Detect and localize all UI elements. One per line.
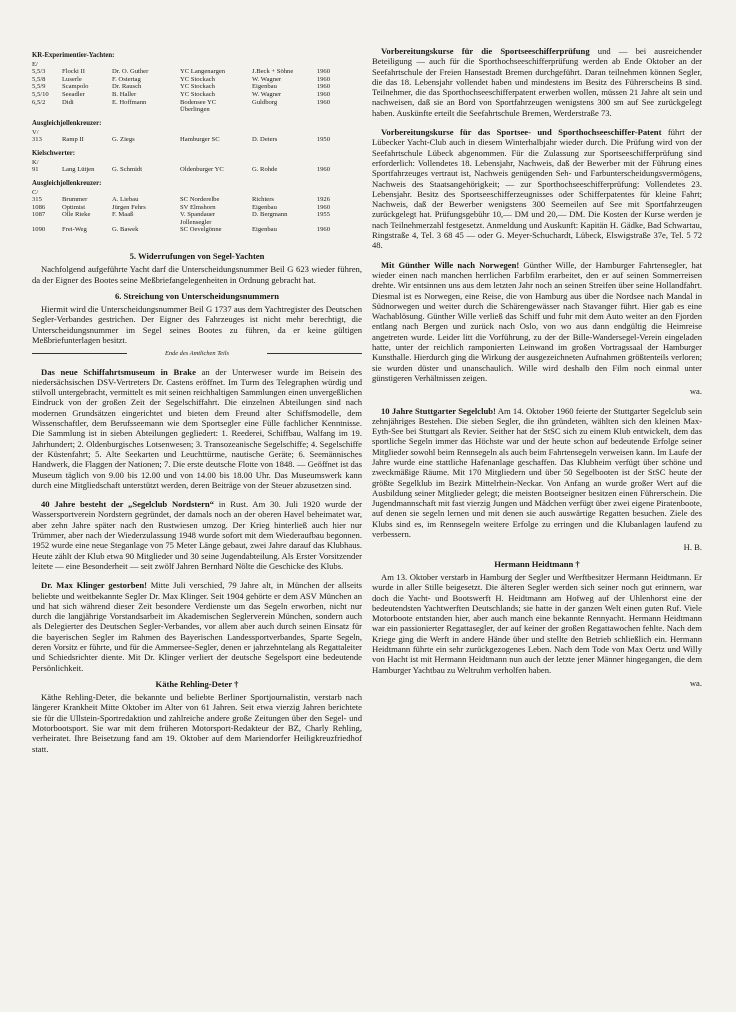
registry-cell-num: 5,5/8	[32, 75, 46, 83]
section-6-heading: 6. Streichung von Unterscheidungsnummern	[114, 290, 280, 301]
bremen-lead: Vorbereitungskurse für die Sportseeschifferprüfung	[381, 46, 590, 56]
registry-cell-num	[32, 106, 62, 114]
registry-cell-num: 315	[32, 195, 42, 203]
nordstern-article	[32, 499, 362, 571]
museum-body: an der Unterweser wurde im Beisein des niedersächsischen DSV-Vertreters Dr. Castens eröffnet. Im Turm des Telegraphen würdig und stilvoll untergebracht, vermittelt es mit seinen reichhaltigen Sammlungen einen unvergeßlichen Eindruck von der großen Zeit der Segelschiffahrt. Die einzelnen Abteilungen sind nach modernen Grundsätzen eingerichtet und bieten dem Freund alter Schiffsmodelle, dem Wissenschaftler, dem Berufsseemann wie dem Sportsegler eine Fülle fachlicher Kenntnisse. Die Sammlung ist in sieben Abteilungen gegliedert: 1. Reederei, Schiffbau, Walfang im 19. Jahrhundert; 2. Oldenburgisches Lotsenwesen; 3. Transozeanische Segelschiffe; 4. Segelschiffe der Küstenfahrt; 5. Alte Seekarten und Leuchttürme, nautische Geräte; 6. Seemännisches Handwerk, die Flaggen der Nationen; 7. Die erste deutsche Flotte von 1848. — Geöffnet ist das Museum täglich von 9.00 bis 12.00 und von 14.00 bis 18.00 Uhr. Das Museumswerk kann durch eine Mitgliedschaft unterstützt werden, deren Beiträge von der Steuer abzusetzen sind.	[32, 366, 362, 490]
registry-cell-num	[32, 219, 62, 227]
registry-cell-name: Didi	[62, 98, 74, 106]
registry-cell-year: 1960	[316, 226, 330, 234]
registry-cell-year: 1960	[316, 166, 330, 174]
registry-cell-yard: D. Deters	[252, 136, 278, 144]
wille-signature: wa.	[689, 386, 702, 397]
registry-cell-name: Optimist	[62, 203, 86, 211]
registry-cell-club: YC Langenargen	[180, 68, 226, 76]
left-column	[32, 46, 362, 757]
wille-article	[372, 260, 702, 384]
registry-cell-name: Brummer	[62, 195, 88, 203]
registry-cell-club: Oldenburger YC	[180, 166, 224, 174]
museum-article	[32, 367, 362, 491]
registry-cell-owner: G. Ziegs	[112, 136, 135, 144]
section-6-text: Hiermit wird die Unterscheidungsnummer Beil G 1737 aus dem Yachtregister des Deutschen Segler-Verbandes gestrichen. Der Eigner des Fahrzeuges ist nicht mehr berechtigt, die Unterscheidungsnummer im Segel seines Bootes zu führen, da er keine gültigen Meßbriefunterlagen besitzt.	[32, 304, 362, 345]
stuttgart-article	[372, 406, 702, 540]
registry-row	[32, 196, 362, 204]
registry-cell-name: Ramp II	[62, 136, 84, 144]
luebeck-article	[372, 127, 702, 251]
registry-rows-4	[32, 196, 362, 234]
registry-row	[32, 106, 362, 114]
registry-cell-yard	[252, 219, 308, 227]
registry-cell-owner: Dr. O. Guther	[112, 68, 149, 76]
registry-cell-num: 5,5/10	[32, 91, 49, 99]
registry-sub-4: C/	[32, 188, 39, 196]
registry-rows-2	[32, 136, 362, 144]
museum-lead: Das neue Schiffahrtsmuseum in Brake	[41, 366, 196, 377]
rehling-title: Käthe Rehling-Deter †	[155, 678, 239, 689]
registry-cell-num: 91	[32, 166, 39, 174]
registry-cell-yard	[252, 106, 308, 114]
registry-cell-name: Luserle	[62, 75, 82, 83]
registry-cell-owner: G. Schmidt	[112, 166, 143, 174]
registry-cell-name	[62, 106, 112, 114]
registry-cell-year: 1960	[316, 75, 330, 83]
registry-cell-club: Bodensee YC	[180, 98, 217, 106]
registry-cell-name: Flocki II	[62, 68, 85, 76]
bremen-article	[372, 46, 702, 118]
registry-rows-3	[32, 166, 362, 174]
registry-cell-name	[62, 219, 112, 227]
registry-cell-club: SC Norderelbe	[180, 195, 220, 203]
registry-cell-club: SV Elmshorn	[180, 203, 216, 211]
registry-cell-year: 1926	[316, 195, 330, 203]
registry-row	[32, 219, 362, 227]
registry-cell-name: Scampolo	[62, 83, 89, 91]
registry-cell-year: 1960	[316, 203, 330, 211]
heidtmann-title: Hermann Heidtmann †	[494, 558, 580, 569]
registry-cell-name: Lang Lütjen	[62, 166, 95, 174]
klinger-article	[32, 580, 362, 673]
section-5-text: Nachfolgend aufgeführte Yacht darf die Unterscheidungsnummer Beil G 623 wieder führen, da der Eigner des Bootes seine Meßbriefangelegenheiten in Ordnung gebracht hat.	[32, 264, 362, 285]
registry-cell-yard: Eigenbau	[252, 226, 277, 234]
registry-cell-year: 1960	[316, 83, 330, 91]
registry-cell-year	[308, 106, 330, 114]
registry-row	[32, 99, 362, 107]
stuttgart-signature: H. B.	[683, 542, 702, 553]
registry-cell-owner: Dr. Rausch	[112, 83, 142, 91]
registry-cell-year	[308, 219, 330, 227]
registry-cell-yard: D. Bergmann	[252, 211, 288, 219]
registry-sub: E/	[32, 61, 38, 69]
registry-cell-yard: Eigenbau	[252, 203, 277, 211]
luebeck-lead: Vorbereitungskurse für das Sportsee- und Sporthochseeschiffer-Patent	[381, 127, 662, 138]
right-column	[372, 46, 702, 691]
registry-cell-owner: E. Hoffmann	[112, 98, 147, 106]
registry-header-4: Ausgleichjollenkreuzer:	[32, 179, 102, 187]
registry-cell-club: Überlingen	[180, 106, 210, 114]
registry-row	[32, 136, 362, 144]
klinger-body: Mitte Juli verschied, 79 Jahre alt, in München der allseits beliebte und weitbekannte Segler Dr. Max Klinger. Seit 1904 gehörte er dem ASV München an und hat sich während dieser Zeit besondere Verdienste um das Segeln erworben, nicht nur durch die langjährige Vorstandsarbeit im Akademischen Seglerverein München, sondern auch als Delegierter des Deutschen Segler-Verbandes, vor allem aber auch durch seinen Einsatz für die bayerischen Segler im Rahmen des Bayerischen Landessportverbandes, Sparte Segeln, deren Vorsitz er führte, und für die Ammersee-Segler, denen er jahrzehntelang als Regattaleiter und Schiedsrichter diente. Mit Dr. Klinger verliert der deutsche Segelsport eine bedeutende Persönlichkeit.	[32, 580, 363, 673]
registry-cell-owner: G. Bawek	[112, 226, 139, 234]
registry-cell-num: 1087	[32, 211, 46, 219]
nordstern-lead: 40 Jahre besteht der „Segelclub Nordstern“	[41, 499, 214, 510]
registry-row	[32, 166, 362, 174]
registry-cell-owner: F. Maaß	[112, 211, 134, 219]
registry-cell-owner: Jürgen Fehrs	[112, 203, 146, 211]
registry-cell-num: 6,5/2	[32, 98, 46, 106]
registry-cell-club: V. Spandauer	[180, 211, 216, 219]
section-5-heading: 5. Widerrufungen von Segel-Yachten	[129, 250, 265, 261]
klinger-lead: Dr. Max Klinger gestorben!	[41, 580, 147, 591]
registry-row	[32, 211, 362, 219]
registry-cell-num: 5,5/3	[32, 68, 46, 76]
registry-header-2: Ausgleichjollenkreuzer:	[32, 119, 102, 127]
registry-cell-yard: J.Beck + Söhne	[252, 68, 294, 76]
registry-cell-year: 1960	[316, 68, 330, 76]
stuttgart-lead: 10 Jahre Stuttgarter Segelclub!	[381, 405, 496, 416]
registry-cell-year: 1950	[316, 136, 330, 144]
stuttgart-body: Am 14. Oktober 1960 feierte der Stuttgarter Segelclub sein zehnjähriges Bestehen. Die sieben Segler, die ihn gründeten, wählten sich den kleinen Max-Eyth-See bei Stuttgart als Revier. Seither hat der StSC sich zu einem Klub entwickelt, dem das sportliche Segeln immer das Höchste war und der heute schon auf bedeutende Erfolge seiner Mitglieder sowohl beim Rennsegeln als auch beim Fahrtensegeln verweisen kann. Im Laufe der Jahre wurde eine stattliche Hafenanlage geschaffen. Das Klubheim verfügt über schöne und zweckmäßige Räume. Mit 170 Mitgliedern und über 50 Segelbooten ist der StSC heute der größte Segelklub im Bezirk Mittelrhein-Neckar. Von Anfang an wurde großer Wert auf die Ausbildung seiner Mitglieder gelegt; die meisten Bootseigner besitzen einen Führerschein. Die Jugendmannschaft mit fast vierzig Jungen und Mädchen verfügt über zwei eigene Piratenboote, auf denen sie segeln lernen und mit denen sie auch auswärtige Regatten besuchen. Ziele des Klubs sind es, im Rennsegeln weitere Erfolge zu erringen und die Klubanlagen laufend zu verbessern.	[372, 405, 702, 540]
registry-cell-owner: A. Liebau	[112, 195, 139, 203]
wille-body: Günther Wille, der Hamburger Fahrtensegler, hat wieder einen nach manchen herrlichen Farbfilm erarbeitet, den er auf seinen Sommerreisen drehte. Wir entsinnen uns aus dem letzten Jahr noch an seinen Streifen über seine Hollandfahrt. Diesmal ist es Norwegen, eine Reise, die von Hamburg aus über die Nordsee nach Mandal in Südnorwegen und weiter durch die Schärengewässer nach Stavanger führt. Hier gab es eine Wachablösung. Günther Wille verließ das Schiff und fuhr mit dem Auto weiter an den Fjorden entlang nach Bergen und zurück nach Oslo, von wo aus dann endgültig die Heimreise angetreten wurde. Leider litt die Vorführung, zu der der Bille-Wandersegel-Verein eingeladen hatte, unter der reichlich ramponierten Leinwand im großen Vortragssaal der Hamburger Kunsthalle. Hierdurch ging die Wirkung der ausgezeichneten Aufnahmen größtenteils verloren; sie wurden düster und unanschaulich. Wille wird deshalb den Film noch einmal unter günstigeren Verhältnissen zeigen.	[372, 259, 702, 383]
bremen-body: und — bei ausreichender Beteiligung — auch für die Sporthochseeschifferprüfung werden ab Ende Oktober an der Seefahrtschule der Freien Hansestadt Bremen durchgeführt. Daran teilnehmen können Segler, die das 18. Lebensjahr vollendet haben und mindestens im Besitz des Führerscheins B sind. Teilnehmer, die das Sporthochseeschifferpatent erwerben wollen, müssen 21 Jahre alt sein und nachweisen, daß sie an Bord von Sportfahrzeugen wenigstens 300 sm auf See zurückgelegt haben. Auskünfte erteilt die Seefahrtschule Bremen, Werderstraße 73.	[372, 46, 703, 118]
registry-cell-name: Seeadler	[62, 91, 85, 99]
registry-cell-name: Olle Rieke	[62, 211, 91, 219]
registry-cell-yard: W. Wagner	[252, 75, 282, 83]
luebeck-body: führt der Lübecker Yacht-Club auch in diesem Winterhalbjahr wieder durch. Die Prüfung wird von der Seefahrtschule Lübeck abgenommen. Für die Zulassung zur Sportseeschifferprüfung sind erforderlich: Vollendetes 18. Lebensjahr, Nachweis, daß der Bewerber mit der Führung eines Sportfahrzeuges vertraut ist, Nachweis genügenden Seh- und Farbunterscheidungsvermögens, Nachweis des Staatsangehörigkeit; — zur Sporthochseeschifferprüfung: Vollendetes 23. Lebensjahr. Besitz des Sportseeschifferzeugnisses oder Schifferpatentes für kleine Fahrt; Nachweis, daß der Bewerber wenigstens 300 Seemeilen auf See mit Sportfahrzeugen zurückgelegt hat. Prüfungsgebühr 10,— DM und 20,— DM. Die Kosten der Kurse werden je nach Teilnehmerzahl festgesetzt. Anmeldung und Auskunft: Kapitän H. Gädke, Bad Schwartau, Ringstraße 4, Tel. 3 68 45 — oder G. Meyer-Schuchardt, Lübeck, Elswigstraße 37e, Tel. 5 72 48.	[372, 127, 702, 251]
registry-cell-club: SC Oevelgönne	[180, 226, 222, 234]
registry-cell-yard: W. Wagner	[252, 91, 282, 99]
registry-header-3: Kielschwerter:	[32, 149, 76, 157]
registry-row	[32, 83, 362, 91]
registry-cell-yard: G. Rohde	[252, 166, 278, 174]
wille-lead: Mit Günther Wille nach Norwegen!	[381, 259, 520, 270]
registry-table	[32, 51, 362, 234]
registry-cell-num: 1086	[32, 203, 46, 211]
registry-cell-yard: Eigenbau	[252, 83, 277, 91]
registry-cell-owner	[112, 219, 180, 227]
registry-cell-num: 1090	[32, 226, 46, 234]
registry-rows	[32, 68, 362, 114]
registry-cell-owner: B. Haller	[112, 91, 137, 99]
registry-row	[32, 204, 362, 212]
nordstern-body: in Rust. Am 30. Juli 1920 wurde der Wassersportverein Nordstern gegründet, der damals noch an der oberen Havel beheimatet war, aber zehn Jahre später nach den Rustwiesen umzog. Der Krieg hinterließ auch hier nur Trümmer, aber nach der Wiederzulassung 1948 wurde sofort mit dem Wiederaufbau begonnen. 1952 wurde eine neue Steganlage von 75 Meter Länge gebaut, zwei Jahre darauf das Klubhaus. Heute zählt der Klub etwa 90 Mitglieder und 30 seine Jugendabteilung. Als Erster Vorsitzender leitete — eine Besonderheit — seit zwölf Jahren Bernhard Nölte die Geschicke des Klubs.	[32, 499, 362, 571]
end-official-divider: Ende des Amtlichen Teils	[32, 349, 362, 359]
registry-row	[32, 91, 362, 99]
registry-cell-year: 1955	[316, 211, 330, 219]
registry-cell-owner: F. Ostertag	[112, 75, 141, 83]
registry-sub-2: V/	[32, 129, 39, 137]
registry-cell-club: Jollensegler	[180, 218, 212, 226]
registry-cell-yard: Richters	[252, 195, 274, 203]
registry-cell-num: 5,5/9	[32, 83, 46, 91]
registry-row	[32, 76, 362, 84]
registry-cell-yard: Guldborg	[252, 98, 278, 106]
registry-row	[32, 226, 362, 234]
registry-cell-name: Frei-Weg	[62, 226, 87, 234]
registry-cell-club: YC Stockach	[180, 91, 215, 99]
registry-cell-club: YC Stockach	[180, 75, 215, 83]
heidtmann-body: Am 13. Oktober verstarb in Hamburg der Segler und Werftbesitzer Hermann Heidtmann. Er wurde in aller Stille beigesetzt. Die älteren Segler werden sich seiner noch gut erinnern, war doch die Yacht- und Bootswerft H. Heidtmann am Hofweg auf der Uhlenhorst eine der bedeutendsten Yachtwerften Deutschlands; sie hatte in der ganzen Welt einen guten Ruf. Viele Motorboote entstanden hier, aber auch manch eine bekannte Rennyacht. Hermann Heidtmann war ein passionierter Regattasegler, der auf keiner der großen Regattawochen fehlte. Nach dem Kriege ging die Werft in andere Hände über und stellte den Betrieb schließlich ein. Hermann Heidtmann führte ein sehr zurückgezogenes Leben. Nach dem Tode von Max Oertz und Willy von Hacht ist mit Hermann Heidtmann nun auch der letzte jener Männer hingegangen, die dem Hamburger Yachtbau zu Weltruhm verholfen haben.	[372, 571, 702, 675]
registry-cell-club: YC Stockach	[180, 83, 215, 91]
registry-cell-year: 1960	[316, 91, 330, 99]
registry-header: KR-Experimentier-Yachten:	[32, 52, 115, 59]
rehling-body: Käthe Rehling-Deter, die bekannte und beliebte Berliner Sportjournalistin, verstarb nach längerer Krankheit Mitte Oktober im Alter von 61 Jahren. Seit etwa vierzig Jahren berichtete sie für die Ullstein-Sportredaktion und zahlreiche andere große Zeitungen über den Segel- und Motorbootsport. Sie war mit dem früheren Motorsport-Redakteur der BZ, Charly Rehling, verheiratet. Ihre Beisetzung fand am 19. Oktober auf dem Mariendorfer Heiligkreuzfriedhof statt.	[32, 692, 362, 754]
registry-cell-num: 313	[32, 136, 42, 144]
registry-sub-3: K/	[32, 159, 39, 167]
registry-cell-club: Hamburger SC	[180, 136, 220, 144]
registry-cell-year: 1960	[316, 98, 330, 106]
heidtmann-signature: wa.	[689, 677, 702, 688]
registry-row	[32, 68, 362, 76]
registry-cell-owner	[112, 106, 180, 114]
